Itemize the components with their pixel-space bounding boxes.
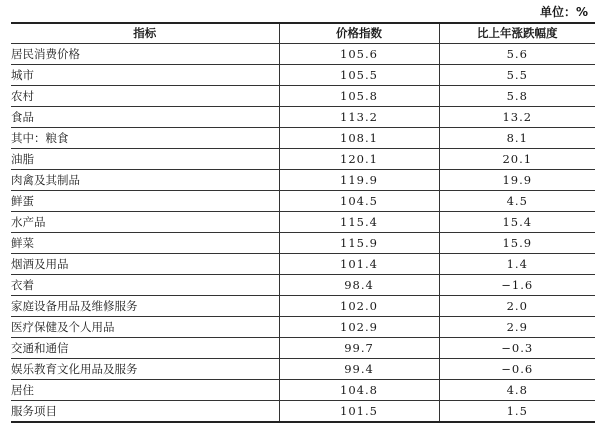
price-index-cell: 102.0 [279, 296, 439, 317]
price-index-cell: 105.5 [279, 65, 439, 86]
price-index-table [11, 22, 595, 423]
change-cell: 4.8 [439, 380, 595, 401]
indicator-name-cell: 衣着 [11, 275, 279, 296]
price-index-cell: 113.2 [279, 107, 439, 128]
table-row [11, 170, 595, 191]
indicator-name-cell: 烟酒及用品 [11, 254, 279, 275]
change-cell: 1.5 [439, 401, 595, 423]
table-row [11, 317, 595, 338]
change-cell: 2.9 [439, 317, 595, 338]
price-index-cell: 108.1 [279, 128, 439, 149]
change-cell: 15.4 [439, 212, 595, 233]
indicator-name-cell: 鲜菜 [11, 233, 279, 254]
indicator-name-cell: 农村 [11, 86, 279, 107]
change-cell: 2.0 [439, 296, 595, 317]
table-row [11, 191, 595, 212]
price-index-cell: 119.9 [279, 170, 439, 191]
indicator-name-cell: 水产品 [11, 212, 279, 233]
header-change: 比上年涨跌幅度 [439, 23, 595, 44]
indicator-name-cell: 居民消费价格 [11, 44, 279, 65]
price-index-cell: 99.7 [279, 338, 439, 359]
table-row [11, 380, 595, 401]
change-cell: −1.6 [439, 275, 595, 296]
indicator-name-cell: 家庭设备用品及维修服务 [11, 296, 279, 317]
header-price-index: 价格指数 [279, 23, 439, 44]
table-row [11, 65, 595, 86]
table-row [11, 86, 595, 107]
header-indicator: 指标 [11, 23, 279, 44]
change-cell: 4.5 [439, 191, 595, 212]
change-cell: 1.4 [439, 254, 595, 275]
table-row [11, 359, 595, 380]
table-row [11, 233, 595, 254]
price-index-cell: 102.9 [279, 317, 439, 338]
price-index-cell: 101.4 [279, 254, 439, 275]
change-cell: 5.6 [439, 44, 595, 65]
price-index-cell: 120.1 [279, 149, 439, 170]
table-row [11, 149, 595, 170]
table-row [11, 44, 595, 65]
table-row [11, 107, 595, 128]
table-row [11, 275, 595, 296]
change-cell: 5.5 [439, 65, 595, 86]
indicator-name-cell: 鲜蛋 [11, 191, 279, 212]
price-index-cell: 105.8 [279, 86, 439, 107]
table-row [11, 338, 595, 359]
change-cell: 19.9 [439, 170, 595, 191]
change-cell: −0.6 [439, 359, 595, 380]
indicator-name-cell: 交通和通信 [11, 338, 279, 359]
change-cell: 8.1 [439, 128, 595, 149]
price-index-cell: 99.4 [279, 359, 439, 380]
table-row [11, 212, 595, 233]
price-index-cell: 104.5 [279, 191, 439, 212]
change-cell: 5.8 [439, 86, 595, 107]
indicator-name-cell: 娱乐教育文化用品及服务 [11, 359, 279, 380]
change-cell: 13.2 [439, 107, 595, 128]
price-index-cell: 105.6 [279, 44, 439, 65]
indicator-name-cell: 其中：粮食 [11, 128, 279, 149]
indicator-name-cell: 油脂 [11, 149, 279, 170]
indicator-name-cell: 服务项目 [11, 401, 279, 423]
price-index-cell: 101.5 [279, 401, 439, 423]
table-header-row [11, 23, 595, 44]
table-row [11, 254, 595, 275]
price-index-cell: 115.9 [279, 233, 439, 254]
price-index-cell: 115.4 [279, 212, 439, 233]
unit-label: 单位：% [539, 5, 588, 19]
indicator-name-cell: 食品 [11, 107, 279, 128]
indicator-name-cell: 居住 [11, 380, 279, 401]
change-cell: −0.3 [439, 338, 595, 359]
change-cell: 15.9 [439, 233, 595, 254]
price-index-cell: 98.4 [279, 275, 439, 296]
table-row [11, 296, 595, 317]
indicator-name-cell: 医疗保健及个人用品 [11, 317, 279, 338]
table-row [11, 128, 595, 149]
indicator-name-cell: 肉禽及其制品 [11, 170, 279, 191]
table-body [11, 44, 595, 423]
price-index-cell: 104.8 [279, 380, 439, 401]
table-row [11, 401, 595, 423]
change-cell: 20.1 [439, 149, 595, 170]
indicator-name-cell: 城市 [11, 65, 279, 86]
